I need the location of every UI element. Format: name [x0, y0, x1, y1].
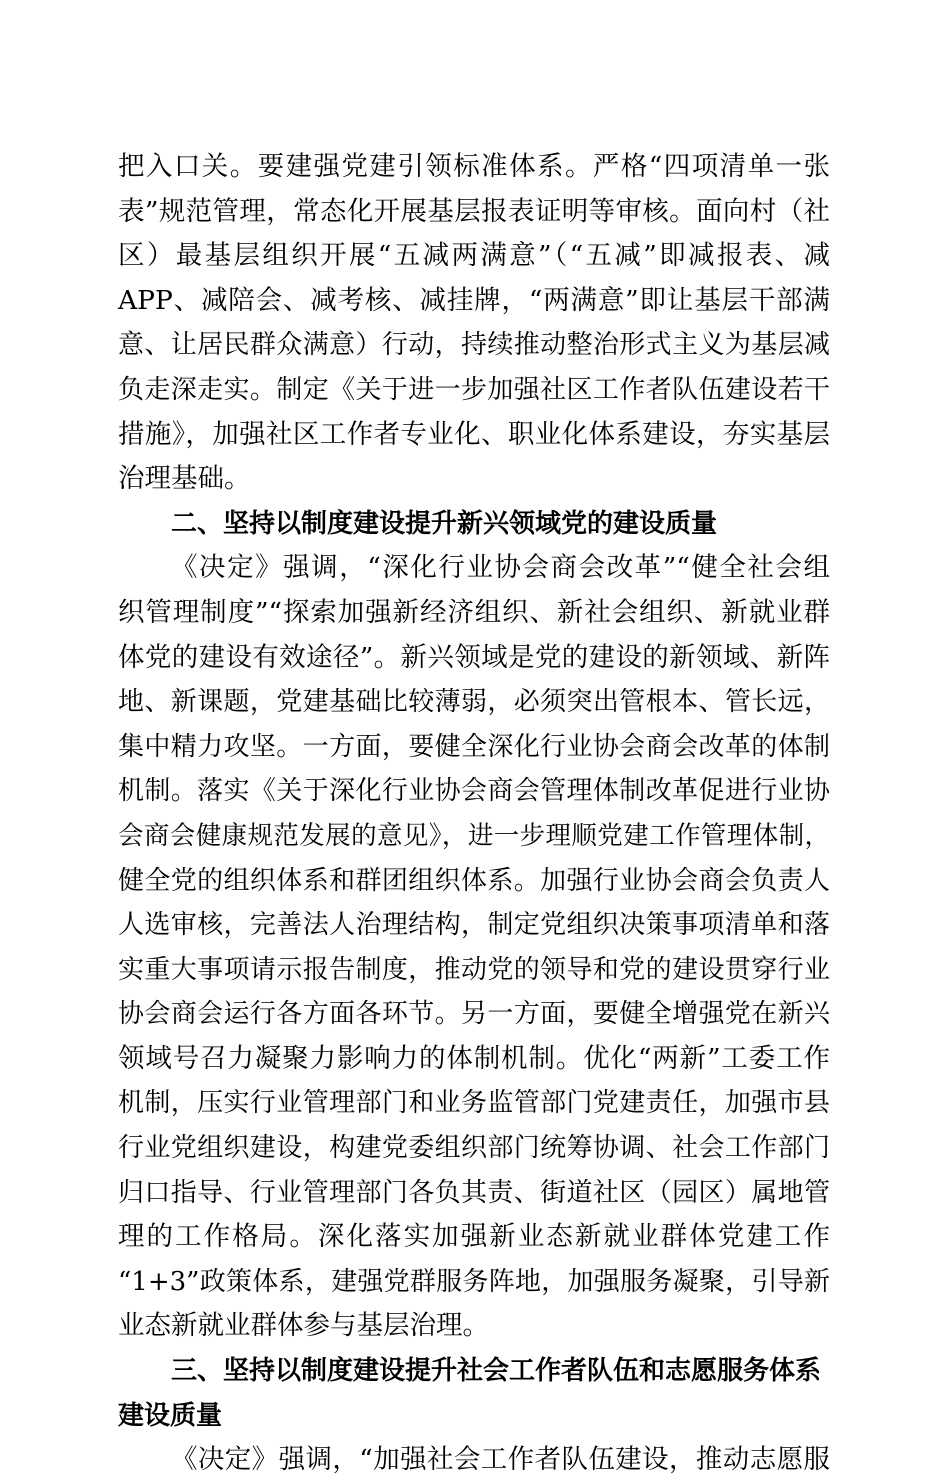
- body-line: 业态新就业群体参与基层治理。: [118, 1310, 489, 1342]
- body-line: 体党的建设有效途径”。新兴领域是党的建设的新领域、新阵: [118, 641, 830, 673]
- body-line: 表”规范管理，常态化开展基层报表证明等审核。面向村（社: [118, 195, 830, 227]
- body-line: 区）最基层组织开展“五减两满意”（“五减”即减报表、减: [118, 240, 830, 272]
- body-line: 机制。落实《关于深化行业协会商会管理体制改革促进行业协: [118, 776, 830, 807]
- body-line: “1+3”政策体系，建强党群服务阵地，加强服务凝聚，引导新: [118, 1266, 830, 1297]
- body-line: 人选审核，完善法人治理结构，制定党组织决策事项清单和落: [118, 910, 830, 941]
- body-line: 措施》，加强社区工作者专业化、职业化体系建设，夯实基层: [118, 418, 830, 450]
- body-line: 领域号召力凝聚力影响力的体制机制。优化“两新”工委工作: [118, 1042, 830, 1074]
- body-line: 归口指导、行业管理部门各负其责、街道社区（园区）属地管: [118, 1177, 830, 1208]
- body-line: 《决定》强调，“深化行业协会商会改革”“健全社会组: [171, 552, 830, 584]
- section-heading: 二、坚持以制度建设提升新兴领域党的建设质量: [171, 508, 718, 539]
- body-line: 会商会健康规范发展的意见》，进一步理顺党建工作管理体制，: [118, 820, 830, 851]
- section-heading-continuation: 建设质量: [118, 1400, 223, 1431]
- body-line: APP、减陪会、减考核、减挂牌，“两满意”即让基层干部满: [118, 284, 830, 316]
- body-line: 实重大事项请示报告制度，推动党的领导和党的建设贯穿行业: [118, 954, 830, 985]
- body-line: 意、让居民群众满意）行动，持续推动整治形式主义为基层减: [118, 330, 830, 361]
- body-line: 《决定》强调，“加强社会工作者队伍建设，推动志愿服: [171, 1444, 830, 1476]
- body-line: 理的工作格局。深化落实加强新业态新就业群体党建工作: [118, 1221, 830, 1253]
- body-line: 协会商会运行各方面各环节。另一方面，要健全增强党在新兴: [118, 999, 830, 1030]
- body-line: 集中精力攻坚。一方面，要健全深化行业协会商会改革的体制: [118, 731, 830, 762]
- section-heading: 三、坚持以制度建设提升社会工作者队伍和志愿服务体系: [171, 1356, 822, 1387]
- body-line: 治理基础。: [118, 463, 251, 495]
- body-line: 行业党组织建设，构建党委组织部门统筹协调、社会工作部门: [118, 1133, 830, 1164]
- document-page: [118, 145, 830, 1483]
- body-line: 健全党的组织体系和群团组织体系。加强行业协会商会负责人: [118, 865, 830, 896]
- body-line: 机制，压实行业管理部门和业务监管部门党建责任，加强市县: [118, 1088, 830, 1119]
- body-line: 地、新课题，党建基础比较薄弱，必须突出管根本、管长远，: [118, 687, 830, 718]
- body-line: 把入口关。要建强党建引领标准体系。严格“四项清单一张: [118, 151, 830, 182]
- body-line: 织管理制度”“探索加强新经济组织、新社会组织、新就业群: [118, 596, 830, 628]
- body-line: 负走深走实。制定《关于进一步加强社区工作者队伍建设若干: [118, 374, 830, 405]
